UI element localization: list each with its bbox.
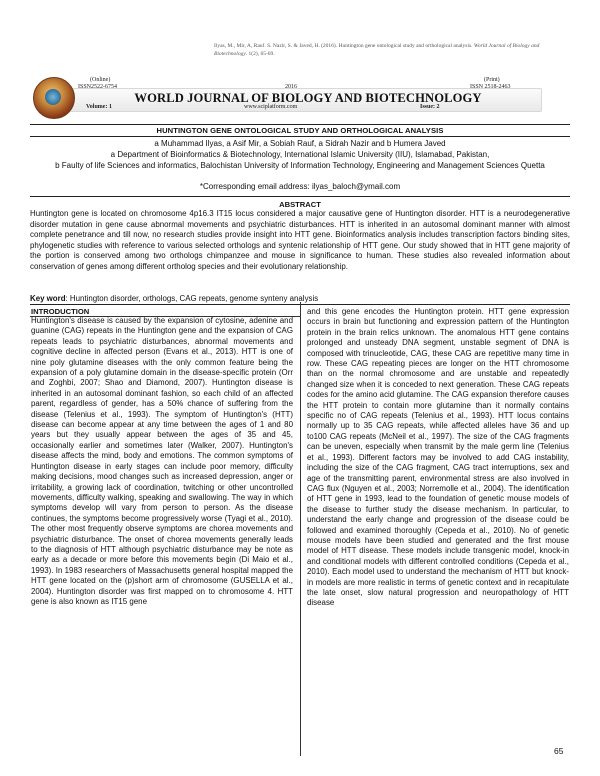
journal-logo-icon: [33, 77, 75, 119]
article-title: HUNTINGTON GENE ONTOLOGICAL STUDY AND ORTHOLOGICAL ANALYSIS: [156, 126, 444, 135]
affiliation-a: a Department of Bioinformatics & Biotechnology, International Islamic University (IIU), Islamabad, Pakistan,: [110, 150, 490, 159]
volume: Volume: 1: [86, 104, 112, 110]
title-rule-bottom: [30, 136, 570, 137]
intro-right-column: and this gene encodes the Huntington protein. HTT gene expression occurs in brain but functioning and expression pattern of the Huntington protein in the brain relics unknown. The anomalous HTT gene contains prolonged and unsteady DNA segment, unstable segment of DNA is composed with trinucleotide, CAG, these CAG are repetitive many time in row. These CAG repeating pieces are longer on the HTT chromosome than on the normal chromosome and are unstable and repeatedly changed size when it is conceded to next generation. These CAG repeats codes for the amino acid glutamine. The CAG expansion therefore causes the HTT protein to contain more glutamine than it normally contains specific no of CAG repeats (Telenius et al., 1993). HTT locus contains normally up to 35 CAG repeats, while affected alleles have 36 and up to100 CAG repeats (McNeil et al., 1997). The size of the CAG fragments can be uneven, especially when transmit by the male germ line (Telenius et al., 1993). Different factors may be involved to add CAG instability, including the size of the CAG fragment, CAG tract interruptions, sex and age of the transmitting parent, environmental stress are also involved in CAG flux (Nguyen et al., 2003; Norremolle et al., 2004). The identification of HTT gene in 1993, lead to the foundation of genetic mouse models of the disease to further study the disease mechanism. In particular, to understand the early change and progression of the disease could be followed and examined thoroughly (Cepeda et al., 2010). No of genetic mouse models have been studied and generated and the first mouse model of HTT disease. These models include transgenic model, knock-in and conditional models with different controlled conditions (Cepeda et al., 2010). Each model used to understand the mechanism of HTT but knock-in models are more realistic in terms of genetic context and in recapitulate the late onset, slow natural progression and neuropathology of HTT disease: [307, 307, 569, 608]
abstract-heading: ABSTRACT: [279, 200, 321, 209]
online-label: (Online): [90, 77, 111, 83]
abstract-text: Huntington gene is located on chromosome 4p16.3 IT15 locus considered a major causative gene of Huntington disorder. HTT is a neurodegenerative disorder mutation in gene cause abnormal movements and psychiatric disturbances. HTT is inherited in an autosomal dominant manner with almost complete penetrance and till now, no research studies provide insight into HTT gene. Bioinformatics analysis includes transcription factors binding sites, phylogenetic studies with reference to various selected orthologs and syntenic relationship of HTT gene. Our study showed that in HTT gene majority of the portion is conserved among two orthologs chimpanzee and mouse in significance to human. These studies also revealed information about conservation of genes among different ortholog species and their evolutionary relationship.: [30, 209, 570, 271]
affiliation-b: b Faulty of life Sciences and informatics, Balochistan University of Information Technology, Engineering and Management Sciences Quetta: [55, 161, 545, 170]
masthead-year: 2016: [285, 84, 297, 90]
journal-title: WORLD JOURNAL OF BIOLOGY AND BIOTECHNOLOGY: [134, 91, 482, 105]
print-label: (Print): [484, 77, 500, 83]
online-issn: ISSN2522-6754: [78, 84, 118, 90]
introduction-heading: INTRODUCTION: [31, 307, 90, 316]
abstract-rule: [30, 196, 570, 197]
issue: Issue: 2: [420, 104, 440, 110]
print-issn: ISSN 2518-2463: [470, 84, 511, 90]
intro-left-column: Huntington's disease is caused by the expansion of cytosine, adenine and guanine (CAG) repeats in the Huntington gene and the expansion of CAG repeats leads to psychiatric disturbances, abnormal movements and cognitive decline in affected person (Evans et al., 2013). HTT is one of nine poly glutamine diseases with the only common feature being the expansion of a poly glutamine domain in the disease-specific protein (Orr and Zoghbi, 2007; Shao and Diamond, 2007). Huntington disease is inherited in an autosomal dominant fashion, so each child of an affected parent, regardless of gender, has a 50% chance of suffering from the disease (Telenius et al., 1993). The symptom of Huntington's (HTT) disease can become appear at any time between the ages of 1 and 80 years but they usually appear between the ages of 35 and 45, occasionally earlier and sometimes later (Walker, 2007). Huntington's disease affects the mind, body and emotions. The common symptoms of Huntington disease in early stages can include poor memory, difficulty making decisions, mood changes such as increased depression, anger or irritability, a growing lack of coordination, twitching or other uncontrolled movements, difficulty walking, speaking and swallowing. The way in which symptoms develop will vary from person to person. As the disease continues, the symptoms become progressively worse (Tyagi et al., 2010). The other most frequently observe symptoms are chorea movements and psychiatric disturbance. The onset of chorea movements generally leads to the diagnosis of HTT although psychiatric disturbance may be note as early as a decade or more before this movements begin (Di Maio et al., 1993). In 1983 researchers of Massachusetts general hospital mapped the HTT gene located on the (p)short arm of chromosome (GUSELLA et al., 2004). Huntington disorder was first mapped on to chromosome 4. HTT gene is also known as IT15 gene: [31, 316, 293, 606]
keywords-list: : Huntington disorder, orthologs, CAG repeats, genome synteny analysis: [65, 294, 319, 303]
citation-volume: . 1(2), 65-69.: [245, 50, 275, 57]
authors: a Muhammad Ilyas, a Asif Mir, a Sobiah Rauf, a Sidrah Nazir and b Humera Javed: [154, 139, 446, 148]
corresponding-email: *Corresponding email address: ilyas_baloch@ymail.com: [199, 182, 401, 191]
citation: [214, 43, 566, 58]
website: www.sciplatform.com: [244, 104, 298, 110]
citation-text: Ilyas, M., Mir, A, Rauf. S. Nazir, S. & Javed, H. (2016). Huntington gene ontological study and orthological analysis.: [214, 43, 474, 49]
column-divider: [300, 302, 301, 756]
page-number: 65: [554, 746, 564, 756]
title-rule-top: [30, 124, 570, 125]
citation-journal: World Journal of Biology and Biotechnology: [214, 43, 540, 57]
keywords-label: Key word: [30, 294, 66, 303]
